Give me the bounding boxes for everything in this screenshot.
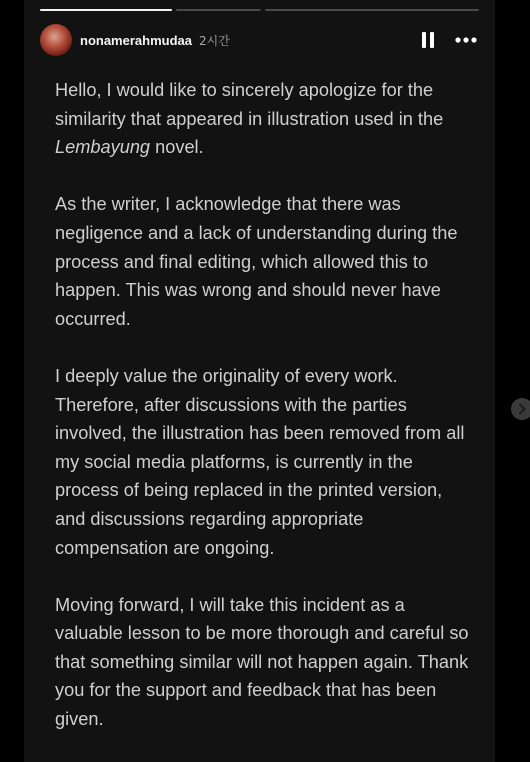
story-text: [55, 76, 475, 762]
paragraph-acknowledgement: As the writer, I acknowledge that there was negligence and a lack of understanding during the process and final editing, which allowed this to happen. This was wrong and should never have occurred.: [55, 194, 458, 329]
paragraph-text: novel.: [150, 137, 204, 158]
paragraph-actions: I deeply value the originality of every work. Therefore, after discussions with the parties involved, the illustration has been removed from all my social media platforms, is currently in the process of being replaced in the printed version, and discussions regarding appropriate compensation are ongoing.: [55, 365, 465, 558]
story-progress-bar: [40, 9, 479, 12]
story-card[interactable]: [24, 0, 495, 762]
novel-title: Lembayung: [55, 137, 151, 158]
username[interactable]: nonamerahmudaa: [80, 32, 192, 48]
avatar[interactable]: [40, 24, 72, 56]
progress-fill: [40, 9, 172, 11]
paragraph-apology: [55, 76, 475, 162]
more-horizontal-icon: [455, 37, 477, 43]
next-story-button[interactable]: [511, 398, 530, 420]
pause-button[interactable]: [417, 29, 439, 51]
progress-segment: [265, 9, 479, 11]
chevron-right-icon: [517, 403, 527, 415]
progress-segment: [176, 9, 261, 11]
post-time: 2시간: [198, 33, 230, 48]
paragraph-closing: Moving forward, I will take this incident as a valuable lesson to be more thorough and careful so that something similar will not happen again. Thank you for the support and feedback that has been given.: [55, 594, 469, 730]
story-header: [40, 24, 479, 56]
pause-icon: [421, 32, 435, 48]
progress-segment: [40, 9, 172, 11]
more-options-button[interactable]: [453, 29, 479, 51]
paragraph-text: Hello, I would like to sincerely apologize for the similarity that appeared in illustration used in the: [55, 80, 444, 129]
